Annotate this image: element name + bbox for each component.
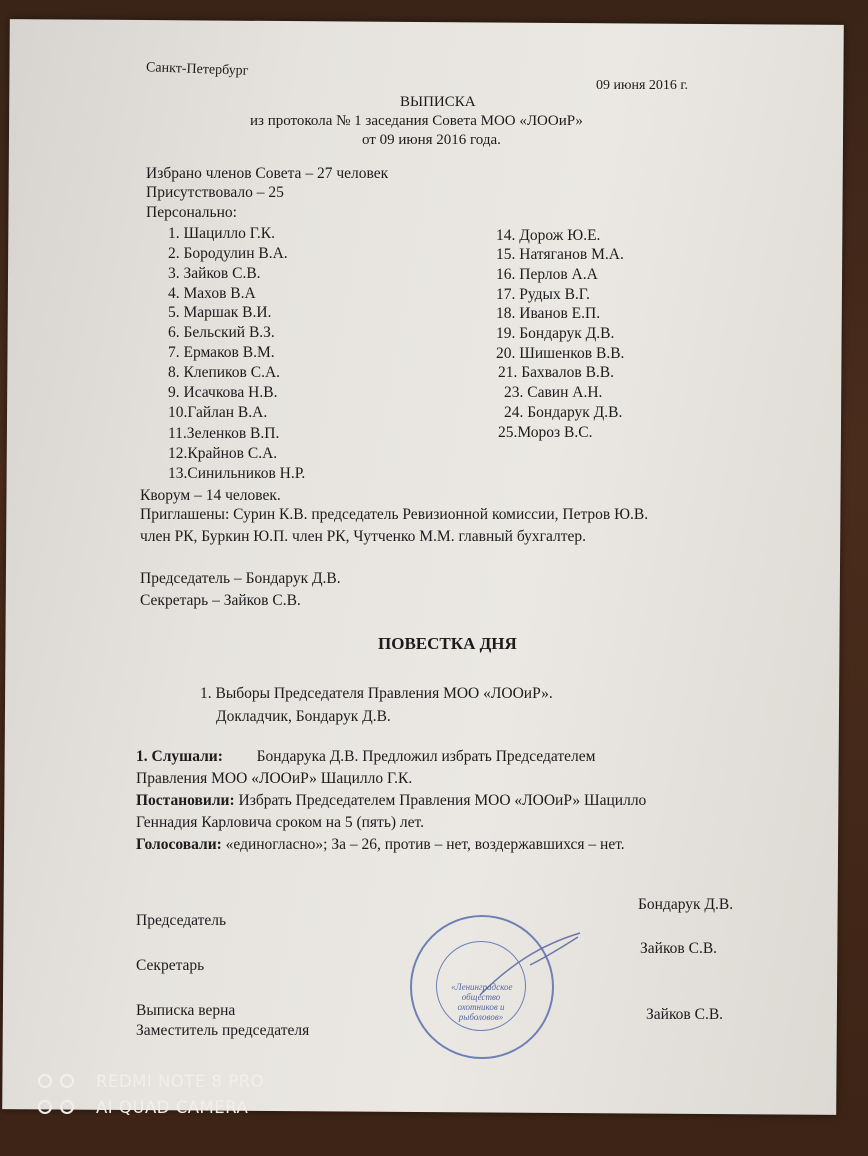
member-item: 9. Исачкова Н.В. xyxy=(168,384,278,401)
voted-line xyxy=(136,836,625,854)
chair-line: Председатель – Бондарук Д.В. xyxy=(140,570,341,587)
decided-line-1 xyxy=(136,792,646,810)
member-item: 21. Бахвалов В.В. xyxy=(498,364,615,381)
member-item: 24. Бондарук Д.В. xyxy=(504,404,623,421)
deputy-label: Заместитель председателя xyxy=(136,1022,310,1039)
member-item: 25.Мороз В.С. xyxy=(498,424,593,441)
personal-label: Персонально: xyxy=(146,204,237,221)
member-item: 11.Зеленков В.П. xyxy=(168,425,280,442)
member-item: 18. Иванов Е.П. xyxy=(496,305,601,322)
member-item: 16. Перлов А.А xyxy=(496,266,598,283)
decided-label: Постановили: xyxy=(136,792,235,809)
member-item: 2. Бородулин В.А. xyxy=(168,245,288,262)
member-item: 17. Рудых В.Г. xyxy=(496,286,590,303)
member-item: 1. Шацилло Г.К. xyxy=(168,225,276,242)
watermark-line-1: REDMI NOTE 8 PRO xyxy=(96,1072,265,1091)
doc-title: ВЫПИСКА xyxy=(400,94,476,110)
stamp-inner-ring xyxy=(436,941,526,1031)
invited-line-1: Приглашены: Сурин К.В. председатель Ревизионной комиссии, Петров Ю.В. xyxy=(140,506,649,523)
sign-chair-name: Бондарук Д.В. xyxy=(638,896,734,913)
member-item: 13.Синильников Н.Р. xyxy=(168,465,306,482)
invited-line-2: член РК, Буркин Ю.П. член РК, Чутченко М.М. главный бухгалтер. xyxy=(140,528,587,545)
present-count: Присутствовало – 25 xyxy=(146,184,284,201)
member-item: 7. Ермаков В.М. xyxy=(168,344,275,361)
deputy-name: Зайков С.В. xyxy=(646,1006,724,1023)
stamp-center-text: «Ленинградское общество охотников и рыболовов» xyxy=(451,982,513,1022)
agenda-item-1: 1. Выборы Председателя Правления МОО «ЛООиР». xyxy=(200,685,553,702)
member-item: 3. Зайков С.В. xyxy=(168,265,261,282)
decided-text-2: Геннадия Карловича сроком на 5 (пять) лет. xyxy=(136,814,425,831)
member-item: 14. Дорож Ю.Е. xyxy=(496,227,601,244)
member-item: 19. Бондарук Д.В. xyxy=(496,325,615,342)
member-item: 15. Натяганов М.А. xyxy=(496,246,624,263)
watermark-line-2: AI QUAD CAMERA xyxy=(96,1098,249,1117)
doc-subtitle: из протокола № 1 заседания Совета МОО «ЛООиР» xyxy=(250,113,583,129)
date: 09 июня 2016 г. xyxy=(596,78,689,93)
heard-text-2: Правления МОО «ЛООиР» Шацилло Г.К. xyxy=(136,770,413,787)
agenda-title: ПОВЕСТКА ДНЯ xyxy=(378,634,517,653)
sign-secretary-name: Зайков С.В. xyxy=(640,940,718,957)
doc-subtitle-date: от 09 июня 2016 года. xyxy=(362,132,501,148)
member-item: 20. Шишенков В.В. xyxy=(496,345,625,362)
agenda-item-1-speaker: Докладчик, Бондарук Д.В. xyxy=(216,708,391,725)
member-item: 8. Клепиков С.А. xyxy=(168,364,281,381)
elected-count: Избрано членов Совета – 27 человек xyxy=(146,165,389,182)
member-item: 4. Махов В.А xyxy=(168,285,256,302)
copy-true-label: Выписка верна xyxy=(136,1002,236,1019)
secretary-line: Секретарь – Зайков С.В. xyxy=(140,592,301,609)
heard-label: 1. Слушали: xyxy=(136,748,223,765)
heard-text-1: Бондарука Д.В. Предложил избрать Председателем xyxy=(256,748,596,765)
quorum: Кворум – 14 человек. xyxy=(140,487,281,504)
city: Санкт-Петербург xyxy=(145,60,249,79)
heard-line-1 xyxy=(136,748,595,766)
member-item: 23. Савин А.Н. xyxy=(504,384,603,401)
member-item: 10.Гайлан В.А. xyxy=(168,404,268,421)
sign-secretary-label: Секретарь xyxy=(136,957,205,974)
member-item: 12.Крайнов С.А. xyxy=(168,445,278,462)
sign-chair-label: Председатель xyxy=(136,912,227,929)
voted-label: Голосовали: xyxy=(136,836,222,853)
member-item: 5. Маршак В.И. xyxy=(168,304,272,321)
decided-text-1: Избрать Председателем Правления МОО «ЛООиР» Шацилло xyxy=(238,792,647,809)
official-stamp xyxy=(410,915,554,1059)
member-item: 6. Бельский В.З. xyxy=(168,324,275,341)
voted-text: «единогласно»; За – 26, против – нет, воздержавшихся – нет. xyxy=(225,836,625,853)
